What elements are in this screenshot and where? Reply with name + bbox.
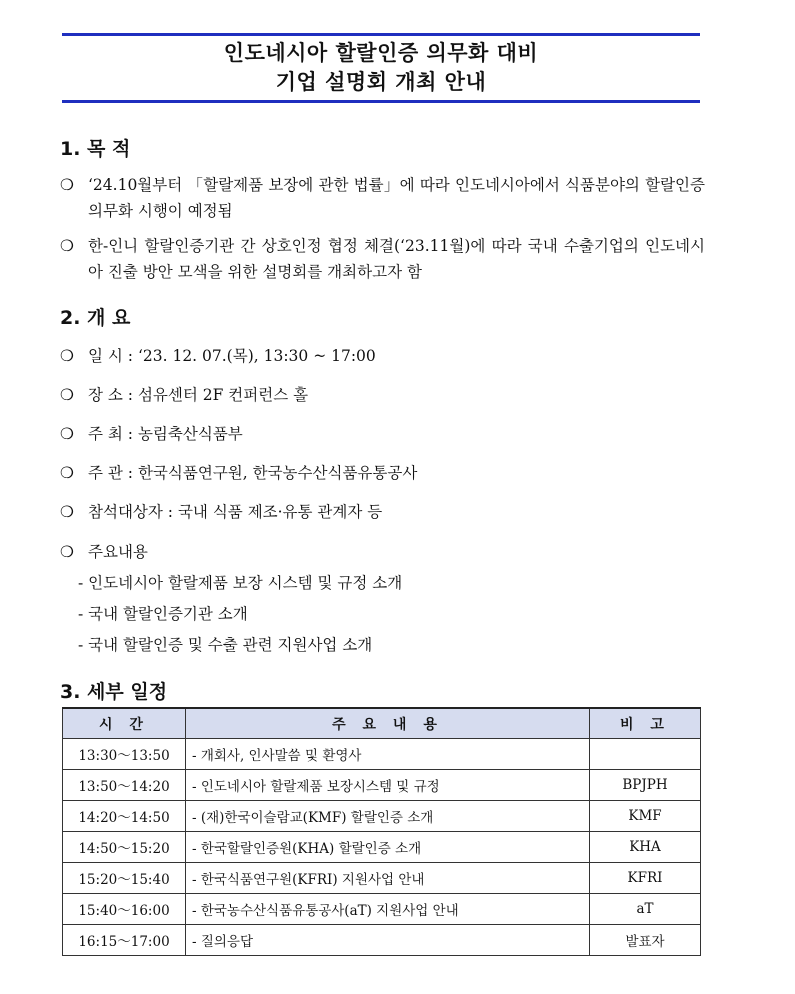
circle-bullet-icon: ❍ <box>60 386 74 404</box>
note-cell: BPJPH <box>590 770 701 801</box>
time-cell: 15:20～15:40 <box>63 863 186 894</box>
note-cell: 발표자 <box>590 925 701 956</box>
overview-item-text: 참석대상자 : 국내 식품 제조·유통 관계자 등 <box>88 503 383 521</box>
overview-item-date <box>60 343 705 369</box>
section-2-heading: 2. 개 요 <box>60 307 131 329</box>
contents-subitem: - 국내 할랄인증기관 소개 <box>78 605 248 623</box>
content-cell: - 개회사, 인사말씀 및 환영사 <box>186 739 590 770</box>
contents-subitem: - 국내 할랄인증 및 수출 관련 지원사업 소개 <box>78 636 373 654</box>
document-title <box>62 33 700 103</box>
overview-item-text: 주요내용 <box>88 543 148 561</box>
note-cell <box>590 739 701 770</box>
note-cell: KFRI <box>590 863 701 894</box>
purpose-bullet-text: ‘24.10월부터 「할랄제품 보장에 관한 법률」에 따라 인도네시아에서 식품분야의 할랄인증 의무화 시행이 예정됨 <box>88 176 705 220</box>
overview-item-text: 장 소 : 섬유센터 2F 컨퍼런스 홀 <box>88 386 309 404</box>
schedule-table <box>62 707 701 956</box>
contents-subitem: - 인도네시아 할랄제품 보장 시스템 및 규정 소개 <box>78 574 403 592</box>
note-cell: aT <box>590 894 701 925</box>
overview-item-text: 주 관 : 한국식품연구원, 한국농수산식품유통공사 <box>88 464 418 482</box>
table-row <box>63 925 701 956</box>
section-1-heading: 1. 목 적 <box>60 138 131 160</box>
table-row <box>63 770 701 801</box>
circle-bullet-icon: ❍ <box>60 237 74 255</box>
circle-bullet-icon: ❍ <box>60 347 74 365</box>
time-cell: 15:40～16:00 <box>63 894 186 925</box>
table-row <box>63 894 701 925</box>
column-header-time: 시 간 <box>63 708 186 739</box>
content-cell: - 한국식품연구원(KFRI) 지원사업 안내 <box>186 863 590 894</box>
table-header-row <box>63 708 701 739</box>
content-cell: - 한국할랄인증원(KHA) 할랄인증 소개 <box>186 832 590 863</box>
circle-bullet-icon: ❍ <box>60 503 74 521</box>
overview-item-attendees <box>60 499 705 525</box>
content-cell: - 한국농수산식품유통공사(aT) 지원사업 안내 <box>186 894 590 925</box>
time-cell: 14:50～15:20 <box>63 832 186 863</box>
table-row <box>63 832 701 863</box>
time-cell: 13:50～14:20 <box>63 770 186 801</box>
column-header-content: 주 요 내 용 <box>186 708 590 739</box>
time-cell: 14:20～14:50 <box>63 801 186 832</box>
overview-item-venue <box>60 382 705 408</box>
overview-item-contents <box>60 539 705 565</box>
title-line-2: 기업 설명회 개최 안내 <box>275 70 487 94</box>
overview-item-text: 주 최 : 농림축산식품부 <box>88 425 243 443</box>
content-cell: - (재)한국이슬람교(KMF) 할랄인증 소개 <box>186 801 590 832</box>
content-cell: - 인도네시아 할랄제품 보장시스템 및 규정 <box>186 770 590 801</box>
overview-item-text: 일 시 : ‘23. 12. 07.(목), 13:30 ~ 17:00 <box>88 347 376 365</box>
purpose-bullet-1 <box>60 172 705 224</box>
content-cell: - 질의응답 <box>186 925 590 956</box>
overview-item-host <box>60 421 705 447</box>
table-row <box>63 863 701 894</box>
note-cell: KMF <box>590 801 701 832</box>
circle-bullet-icon: ❍ <box>60 464 74 482</box>
circle-bullet-icon: ❍ <box>60 176 74 194</box>
circle-bullet-icon: ❍ <box>60 425 74 443</box>
circle-bullet-icon: ❍ <box>60 543 74 561</box>
section-3-heading: 3. 세부 일정 <box>60 681 168 703</box>
column-header-note: 비 고 <box>590 708 701 739</box>
overview-item-organizer <box>60 460 705 486</box>
title-line-1: 인도네시아 할랄인증 의무화 대비 <box>223 41 539 65</box>
table-row <box>63 739 701 770</box>
purpose-bullet-text: 한-인니 할랄인증기관 간 상호인정 협정 체결(‘23.11월)에 따라 국내 수출기업의 인도네시아 진출 방안 모색을 위한 설명회를 개최하고자 함 <box>88 237 705 281</box>
time-cell: 13:30～13:50 <box>63 739 186 770</box>
note-cell: KHA <box>590 832 701 863</box>
purpose-bullet-2 <box>60 233 705 285</box>
table-row <box>63 801 701 832</box>
time-cell: 16:15～17:00 <box>63 925 186 956</box>
